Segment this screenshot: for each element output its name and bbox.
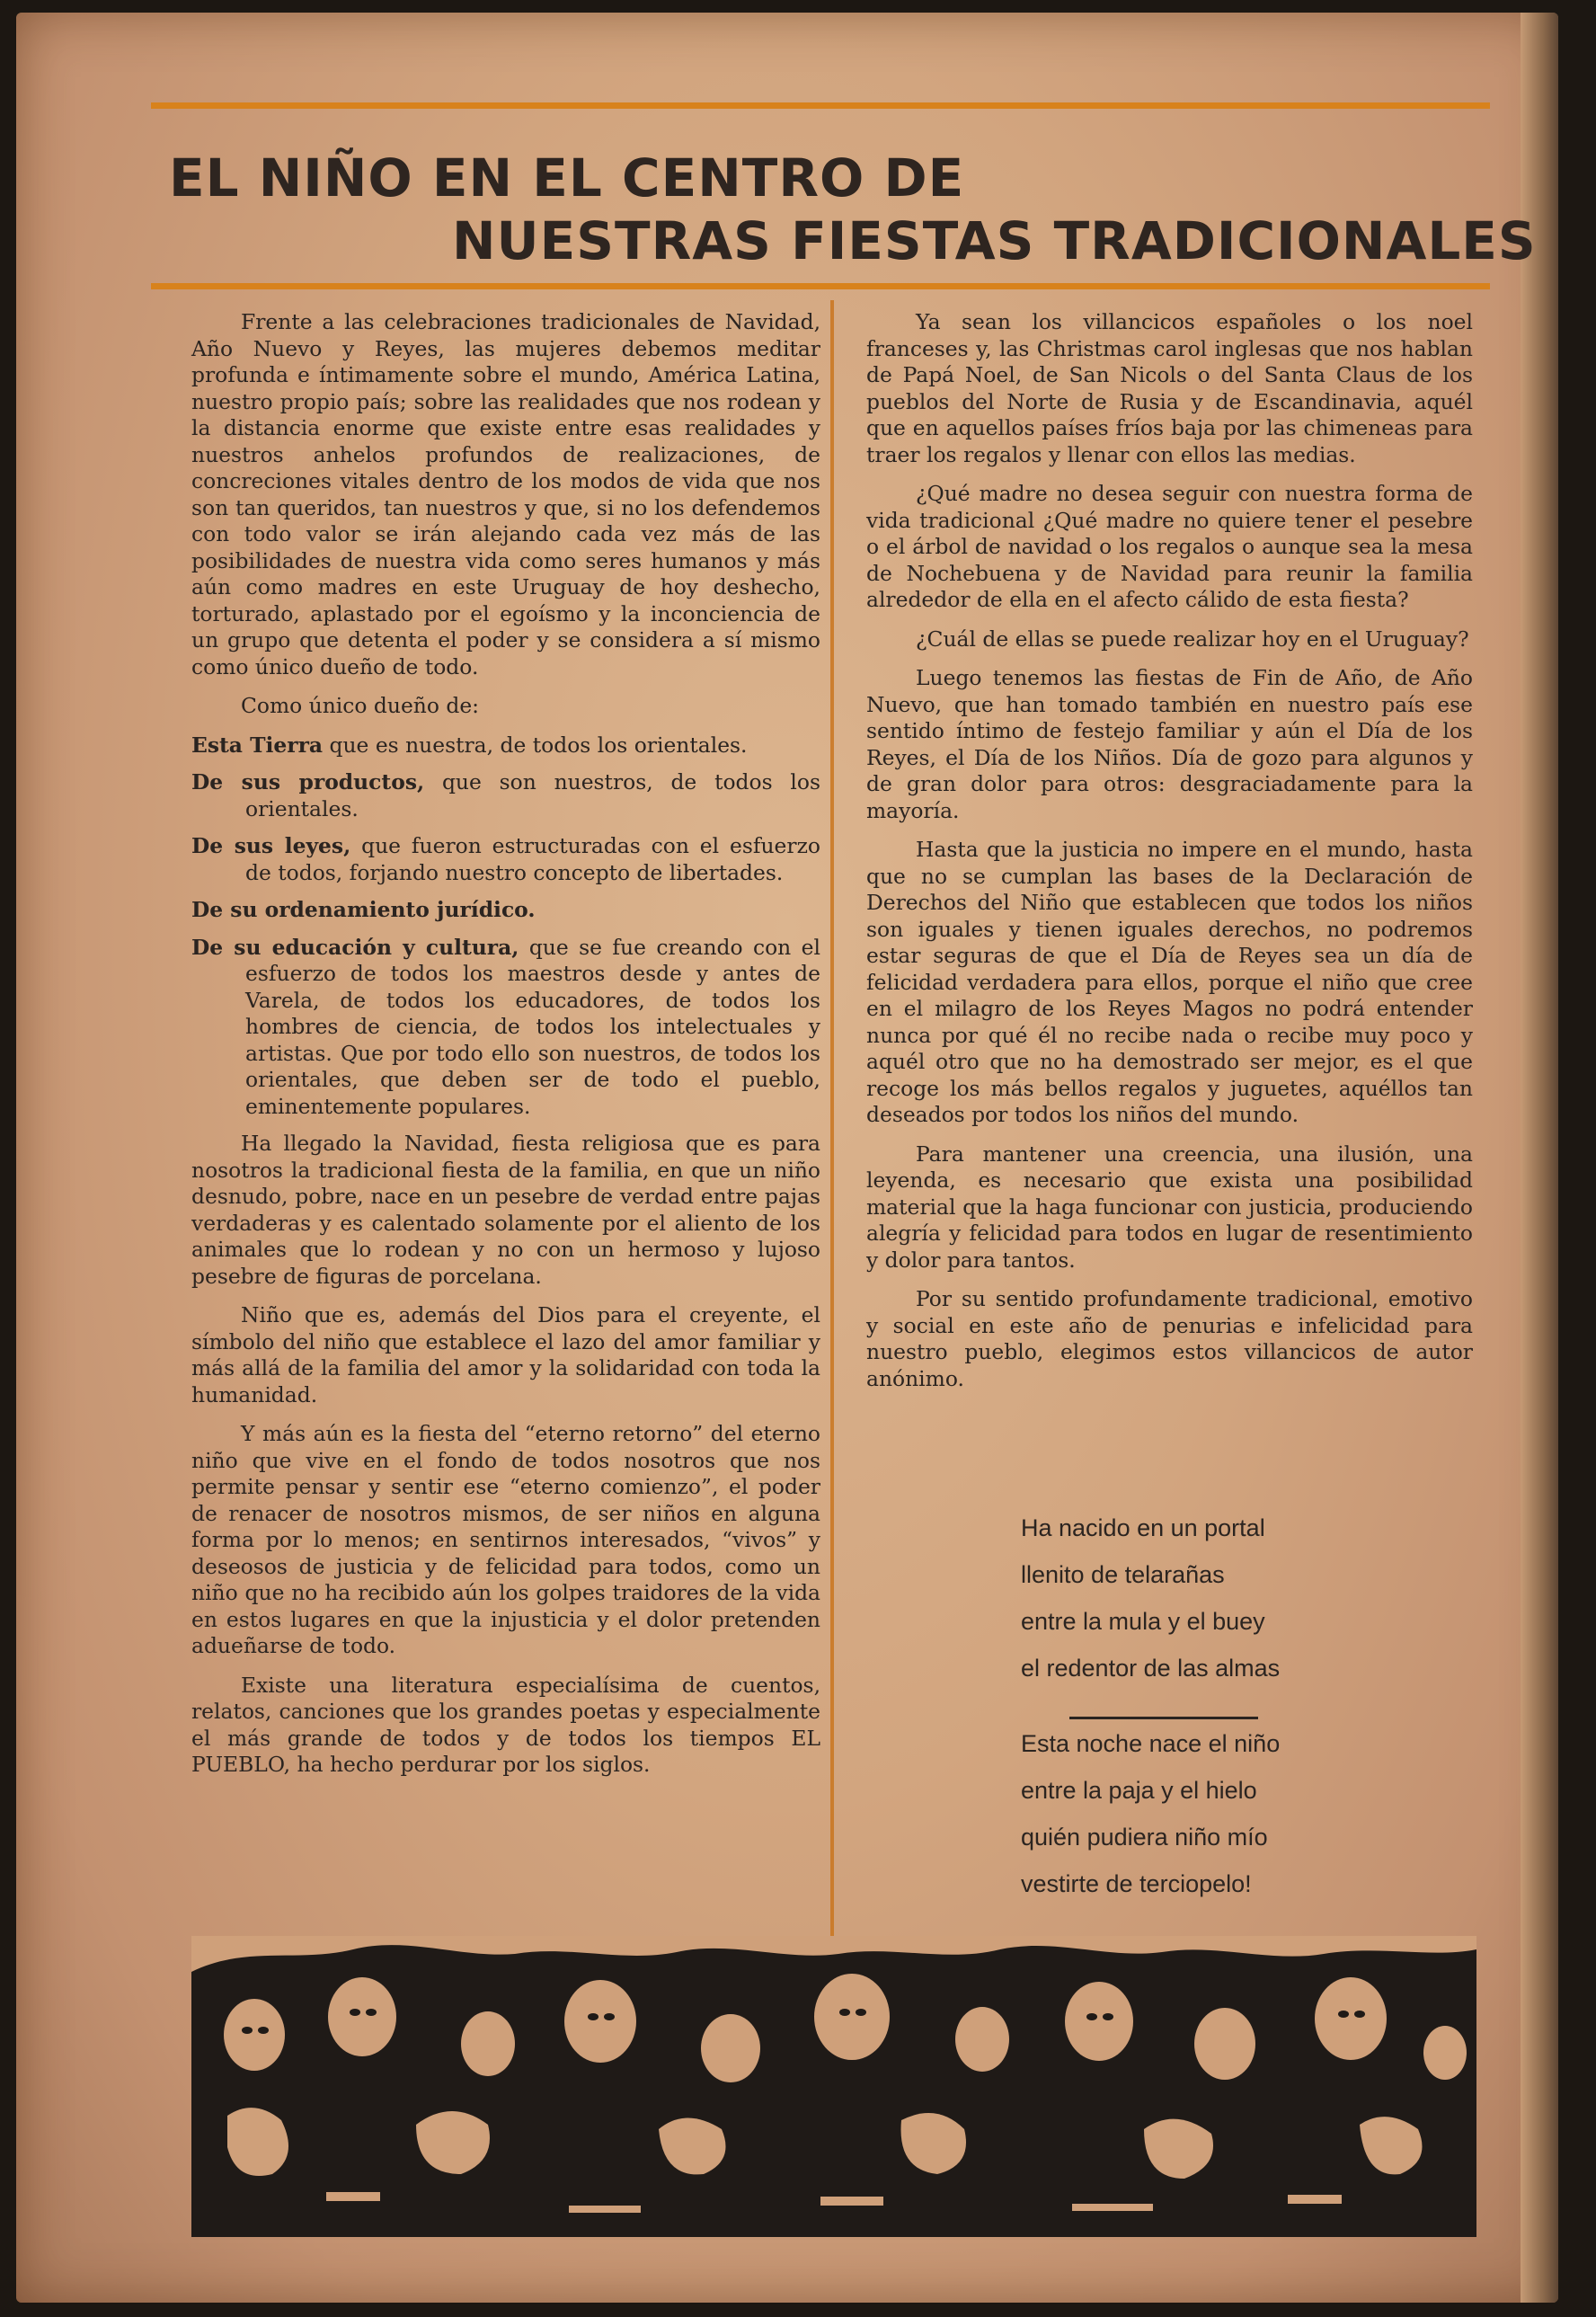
right-column <box>866 309 1473 1405</box>
paragraph: Por su sentido profundamente tradicional, emotivo y social en este año de penurias e infelicidad para nuestro pueblo, elegimos estos villancicos de autor anónimo. <box>866 1286 1473 1391</box>
paragraph: Para mantener una creencia, una ilusión, una leyenda, es necesario que exista una posibilidad material que la haga funcionar con justicia, produciendo alegría y felicidad para todos en lugar de resentimiento y dolor para tantos. <box>866 1141 1473 1273</box>
title-bottom-rule <box>151 283 1490 289</box>
list-item-lead: Esta Tierra <box>191 732 324 758</box>
paragraph: Y más aún es la fiesta del “eterno retorno” del eterno niño que vive en el fondo de todos nosotros que nos permite pensar y sentir ese “eterno comienzo”, el poder de renacer de nosotros mismos, de ser niños en alguna forma por lo menos; en sentirnos interesados, “vivos” y deseosos de justicia y de felicidad para todos, como un niño que no ha recibido aún los golpes traidores de la vida en estos lugares en que la injusticia y el dolor pretenden adueñarse de todo. <box>191 1421 820 1658</box>
list-item-lead: De sus productos, <box>191 769 425 795</box>
paragraph: Existe una literatura especialísima de cuentos, relatos, canciones que los grandes poetas y especialmente el más grande de todos y de todos los tiempos EL PUEBLO, ha hecho perdurar por los siglos. <box>191 1672 820 1777</box>
poem-line: Esta noche nace el niño <box>1021 1730 1281 1757</box>
poem-divider <box>1069 1717 1258 1719</box>
list-item <box>191 732 820 759</box>
list-item <box>191 769 820 822</box>
list-item-text: que son nuestros, de todos los orientales. <box>245 769 820 821</box>
paragraph: Ha llegado la Navidad, fiesta religiosa que es para nosotros la tradicional fiesta de la familia, en que un niño desnudo, pobre, nace en un pesebre de verdad entre pajas verdaderas y es calentado solamente por el aliento de los animales que lo rodean y no con un hermoso y lujoso pesebre de figuras de porcelana. <box>191 1131 820 1289</box>
paragraph: Hasta que la justicia no impere en el mundo, hasta que no se cumplan las bases de la Declaración de Derechos del Niño que establecen que todos los niños son iguales y tienen iguales derechos, no podremos estar seguras de que el Día de Reyes sea un día de felicidad verdadera para ellos, porque el niño que cree en el milagro de los Reyes Magos no podrá entender nunca por qué él no recibe nada o recibe muy poco y aquél otro que no ha demostrado ser mejor, es el que recoge los más bellos regalos y juguetes, aquéllos tan deseados por todos los niños del mundo. <box>866 837 1473 1127</box>
poem-line: entre la mula y el buey <box>1021 1608 1265 1635</box>
list-item <box>191 897 820 924</box>
poem-stanza-1 <box>1021 1505 1398 1691</box>
list-item-text: que es nuestra, de todos los orientales. <box>323 732 748 758</box>
paragraph: Ya sean los villancicos españoles o los noel franceses y, las Christmas carol inglesas que nos hablan de Papá Noel, de San Nicols o del Santa Claus de los pueblos del Norte de Rusia y de Escandinavia, aquél que en aquellos países fríos baja por las chimeneas para traer los regalos y llenar con ellos las medias. <box>866 309 1473 467</box>
poem-line: Ha nacido en un portal <box>1021 1514 1265 1541</box>
poem-line: llenito de telarañas <box>1021 1561 1225 1588</box>
list-item-lead: De sus leyes, <box>191 833 351 858</box>
poem-line: el redentor de las almas <box>1021 1655 1281 1682</box>
left-column <box>191 309 820 1791</box>
poem-line: vestirte de terciopelo! <box>1021 1870 1252 1897</box>
paragraph: Luego tenemos las fiestas de Fin de Año, de Año Nuevo, que han tomado también en nuestro país ese sentido íntimo de festejo familiar y aún el Día de los Reyes, el Día de los Niños. Día de gozo para algunos y de gran dolor para otros: desgraciadamente para la mayoría. <box>866 665 1473 823</box>
paragraph: Como único dueño de: <box>241 693 480 718</box>
woodcut-illustration <box>191 1936 1476 2237</box>
poem-line: entre la paja y el hielo <box>1021 1777 1257 1804</box>
list-item <box>191 833 820 886</box>
list-item-lead: De su educación y cultura, <box>191 934 519 960</box>
paragraph: Frente a las celebraciones tradicionales de Navidad, Año Nuevo y Reyes, las mujeres debemos meditar profunda e íntimamente sobre el mundo, América Latina, nuestro propio país; sobre las realidades que nos rodean y la distancia enorme que existe entre esas realidades y nuestros anhelos profundos de realizaciones, de concreciones vitales dentro de los modos de vida que nos son tan queridos, tan nuestros y que, si no los defendemos con todo valor se irán alejando cada vez más de las posibilidades de nuestra vida como seres humanos y más aún como madres en este Uruguay de hoy deshecho, torturado, aplastado por el egoísmo y la inconciencia de un grupo que detenta el poder y se considera a sí mismo como único dueño de todo. <box>191 309 820 679</box>
poem-line: quién pudiera niño mío <box>1021 1824 1268 1851</box>
paragraph: ¿Cuál de ellas se puede realizar hoy en el Uruguay? <box>916 626 1469 652</box>
headline-line-1: EL NIÑO EN EL CENTRO DE <box>169 147 965 209</box>
headline-line-2: NUESTRAS FIESTAS TRADICIONALES <box>452 210 1537 271</box>
list-item-text: que se fue creando con el esfuerzo de todos los maestros desde y antes de Varela, de todos los educadores, de todos los hombres de ciencia, de todos los intelectuales y artistas. Que por todo ello son nuestros, de todos los orientales, que deben ser de todo el pueblo, eminentemente populares. <box>245 934 820 1119</box>
list-item-lead: De su ordenamiento jurídico. <box>191 897 536 922</box>
list-item-text: que fueron estructuradas con el esfuerzo de todos, forjando nuestro concepto de libertades. <box>245 833 820 885</box>
page-edge <box>1521 13 1558 2303</box>
list-item <box>191 935 820 1121</box>
paragraph: ¿Qué madre no desea seguir con nuestra forma de vida tradicional ¿Qué madre no quiere tener el pesebre o el árbol de navidad o los regalos o aunque sea la mesa de Nochebuena y de Navidad para reunir la familia alrededor de ella en el afecto cálido de esta fiesta? <box>866 481 1473 612</box>
newspaper-page <box>16 13 1558 2303</box>
title-top-rule <box>151 102 1490 109</box>
poem-stanza-2 <box>1021 1720 1398 1907</box>
paragraph: Niño que es, además del Dios para el creyente, el símbolo del niño que establece el lazo del amor familiar y más allá de la familia del amor y la solidaridad con toda la humanidad. <box>191 1302 820 1407</box>
column-divider <box>830 300 834 1945</box>
